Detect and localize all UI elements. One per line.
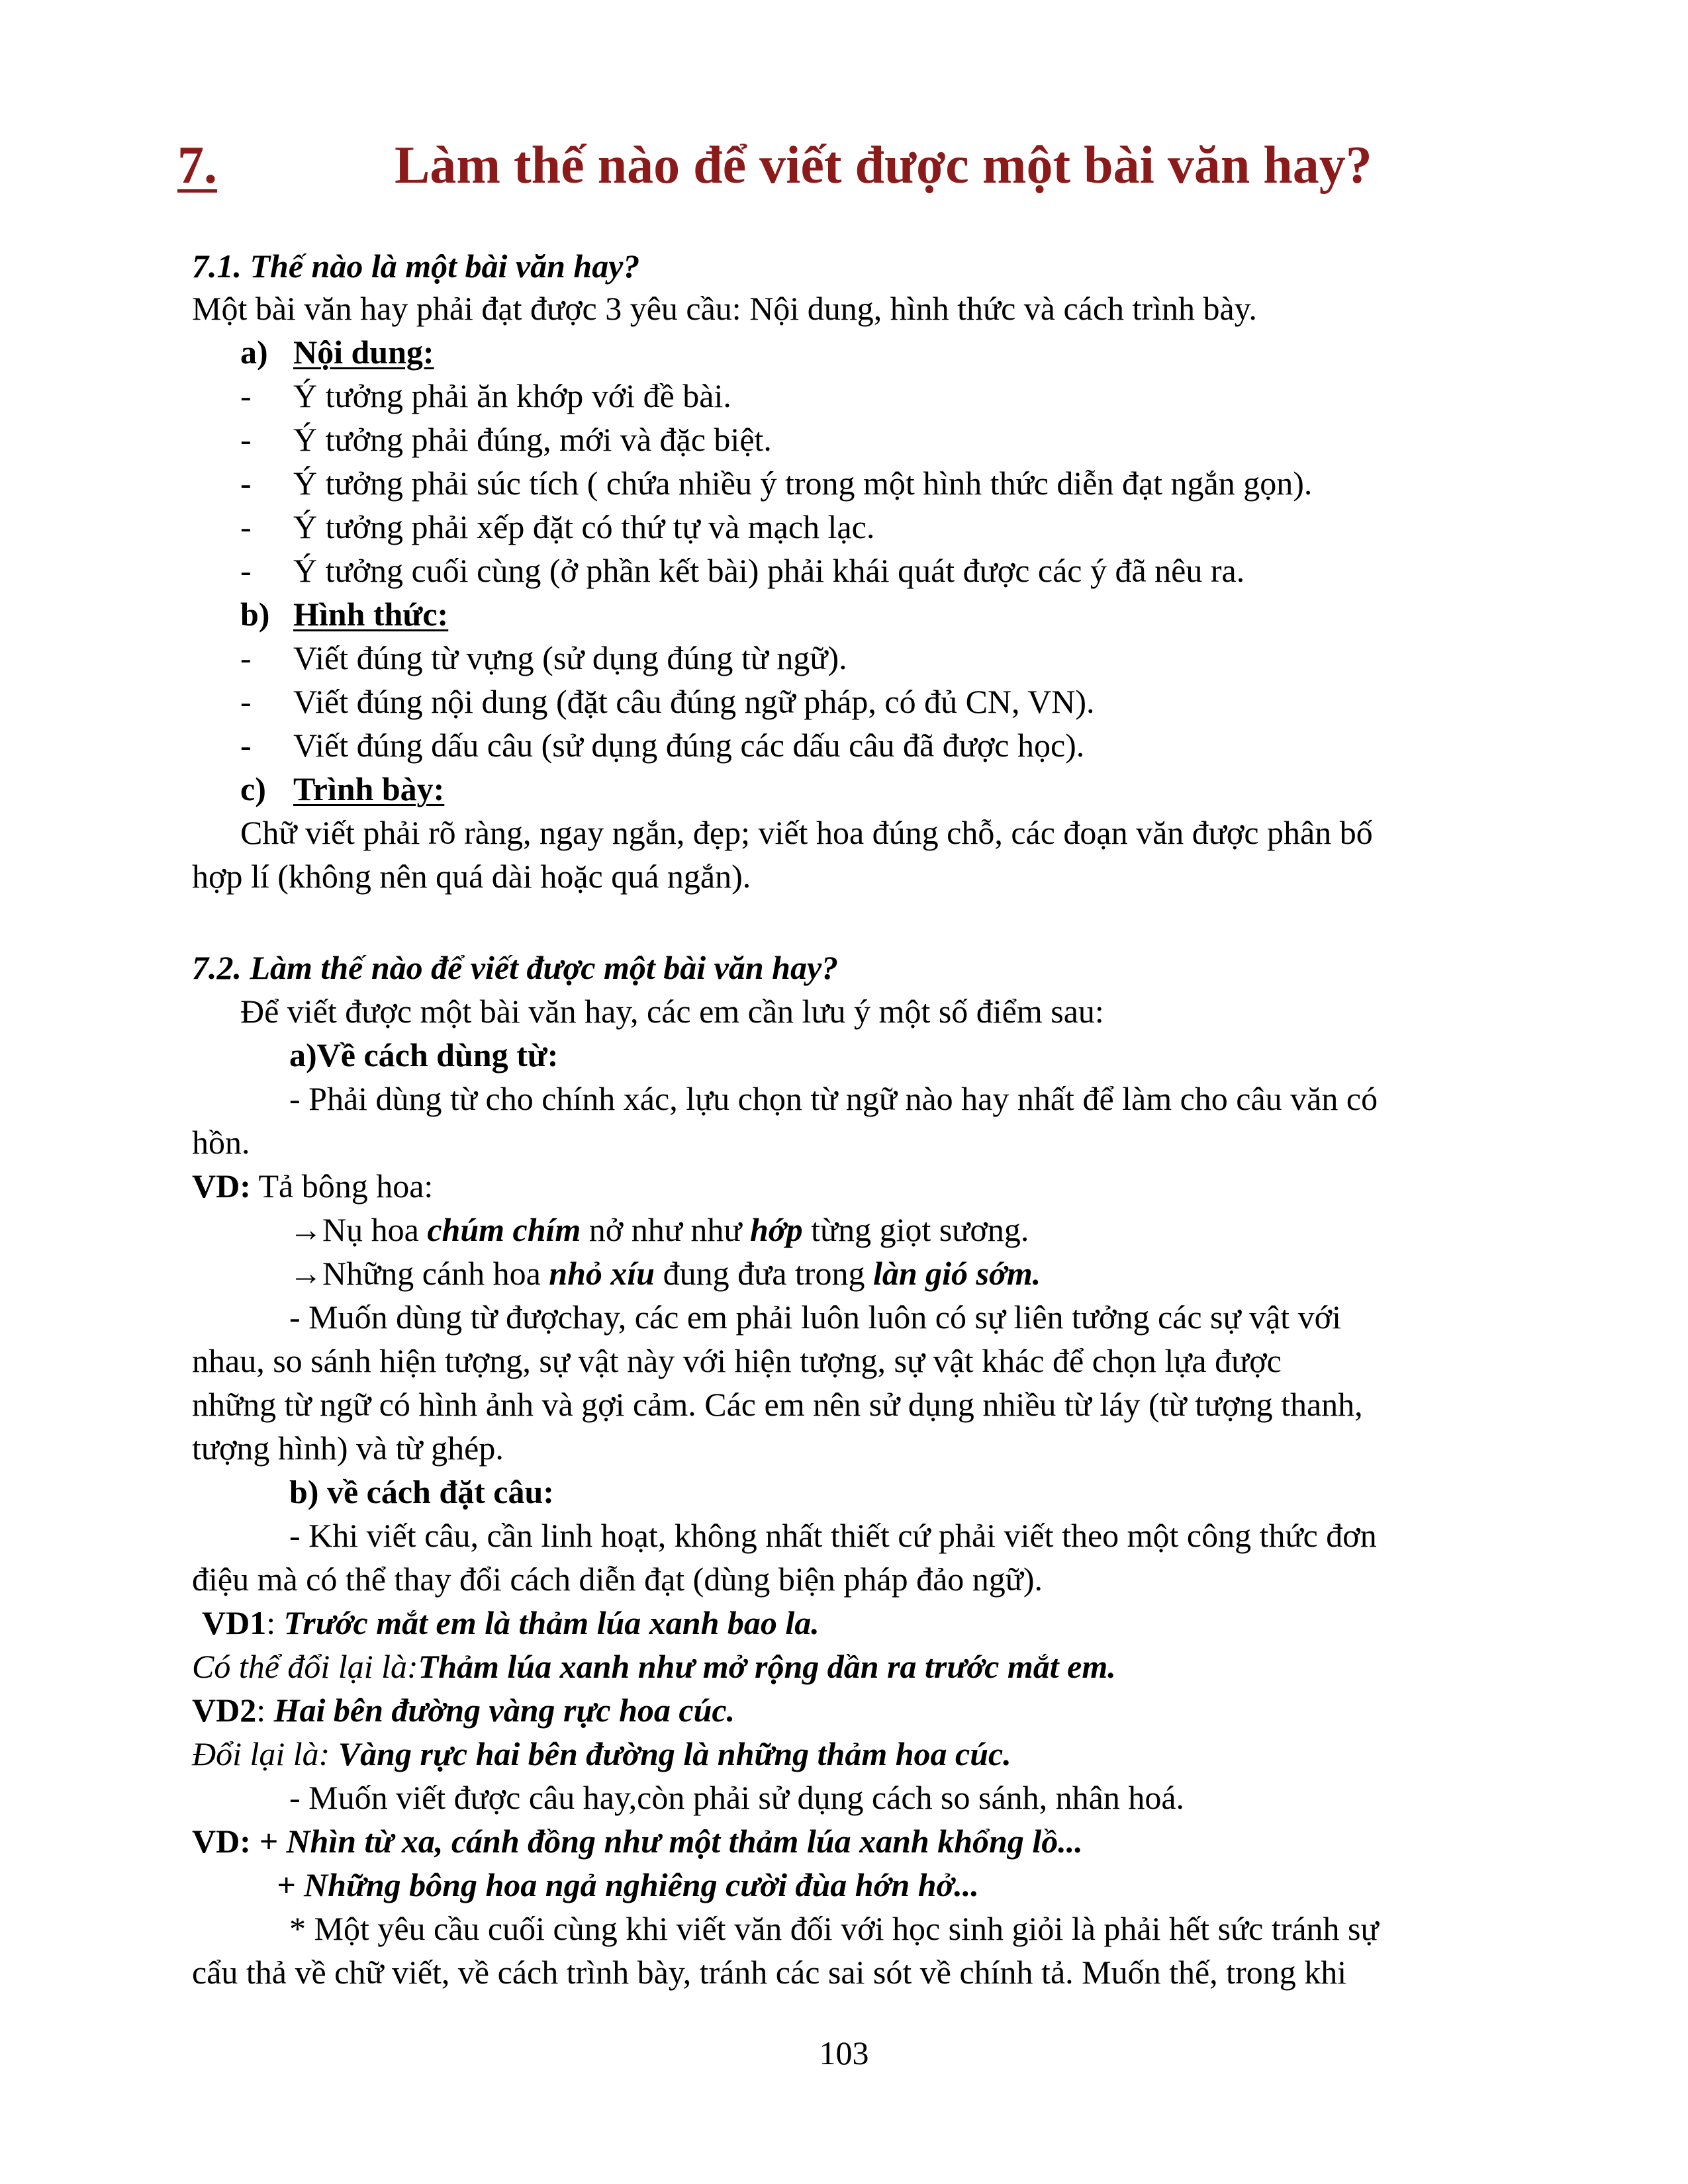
paragraph-line: - Muốn dùng từ đượchay, các em phải luôn luôn có sự liên tưởng các sự vật với — [289, 1298, 1342, 1336]
paragraph-line: nhau, so sánh hiện tượng, sự vật này với hiện tượng, sự vật khác để chọn lựa được — [192, 1342, 1282, 1379]
sub-a-label: a) — [240, 334, 268, 371]
example-line: Có thể đổi lại là:Thảm lúa xanh như mở rộng dần ra trước mắt em. — [192, 1648, 1116, 1685]
section-7-2-intro: Để viết được một bài văn hay, các em cần lưu ý một số điểm sau: — [240, 993, 1104, 1030]
section-7-2-heading: 7.2. Làm thế nào để viết được một bài văn hay? — [192, 949, 839, 986]
sub-b-title: Hình thức: — [293, 596, 449, 633]
section-7-1-heading: 7.1. Thế nào là một bài văn hay? — [192, 248, 640, 285]
sub-c-title: Trình bày: — [293, 770, 445, 807]
example-line: VD1: Trước mắt em là thảm lúa xanh bao la. — [202, 1604, 820, 1641]
arrow-icon: → — [289, 1211, 322, 1248]
paragraph-line: hồn. — [192, 1124, 250, 1161]
example-line: VD: Tả bông hoa: — [192, 1167, 434, 1205]
example-line: →Những cánh hoa nhỏ xíu đung đưa trong làn gió sớm. — [289, 1255, 1041, 1292]
page-title: Làm thế nào để viết được một bài văn hay? — [395, 136, 1372, 195]
sub-c-label: c) — [240, 770, 266, 807]
paragraph-line: Chữ viết phải rõ ràng, ngay ngắn, đẹp; viết hoa đúng chỗ, các đoạn văn được phân bố — [240, 814, 1373, 851]
paragraph-line: - Phải dùng từ cho chính xác, lựu chọn từ ngữ nào hay nhất để làm cho câu văn có — [289, 1080, 1378, 1117]
sub-b-label: b) — [240, 596, 270, 633]
sub-b-heading-2: b) về cách đặt câu: — [289, 1473, 554, 1510]
example-line: VD2: Hai bên đường vàng rực hoa cúc. — [192, 1692, 735, 1729]
paragraph-line: tượng hình) và từ ghép. — [192, 1430, 504, 1467]
sub-a-heading-2: a)Về cách dùng từ: — [289, 1036, 559, 1073]
paragraph-line: - Khi viết câu, cần linh hoạt, không nhất thiết cứ phải viết theo một công thức đơn — [289, 1517, 1377, 1554]
example-line: VD: + Nhìn từ xa, cánh đồng như một thảm lúa xanh khổng lồ... — [192, 1823, 1083, 1860]
section-7-1-intro: Một bài văn hay phải đạt được 3 yêu cầu: Nội dung, hình thức và cách trình bày. — [192, 290, 1257, 327]
page-number: 103 — [819, 2034, 869, 2071]
paragraph-line: - Muốn viết được câu hay,còn phải sử dụng cách so sánh, nhân hoá. — [289, 1779, 1185, 1816]
sub-a-title: Nội dung: — [293, 334, 434, 371]
paragraph-line: * Một yêu cầu cuối cùng khi viết văn đối với học sinh giỏi là phải hết sức tránh sự — [289, 1910, 1379, 1947]
paragraph-line: những từ ngữ có hình ảnh và gợi cảm. Các em nên sử dụng nhiều từ láy (từ tượng thanh, — [192, 1386, 1363, 1423]
document-page: 7. Làm thế nào để viết được một bài văn hay? 7.1. Thế nào là một bài văn hay? Một bài văn hay phải đạt được 3 yêu cầu: Nội dung, hình thức và cách trình bày. a) Nội dung: - Ý tưởng phải ăn khớp với đề bài. - Ý tưởng phải đúng, mới và đặc biệt. - Ý tưởng phải súc tích ( chứa nhiều ý trong một hình thức diễn đạt ngắn gọn). - Ý tưởng phải xếp đặt có thứ tự và mạch lạc. - Ý tưởng cuối cùng (ở phần kết bài) phải khái quát được các ý đã nêu ra. b) Hình thức: - Viết đúng từ vựng (sử dụng đúng từ ngữ). - Viết đúng nội dung (đặt câu đúng ngữ pháp, có đủ CN, VN). - Viết đúng dấu câu (sử dụng đúng các dấu câu đã được học). c) Trình bày: Chữ viết phải rõ ràng, ngay ngắn, đẹp; viết hoa đúng chỗ, các đoạn văn được phân bố hợp lí (không nên quá dài hoặc quá ngắn). 7.2. Làm thế nào để viết được một bài văn hay? Để viết được một bài văn hay, các em cần lưu ý một số điểm sau: a)Về cách dùng từ: - Phải dùng từ cho chính xác, lựu chọn từ ngữ nào hay nhất để làm cho câu văn có hồn. VD: Tả bông hoa: →Nụ hoa chúm chím nở như như hớp từng giọt sương. →Những cánh hoa nhỏ xíu đung đưa trong làn gió sớm. - Muốn dùng từ đượchay, các em phải luôn luôn có sự liên tưởng các sự vật với nhau, so sánh hiện tượng, sự vật này với hiện tượng, sự vật khác để chọn lựa được những từ ngữ có hình ảnh và gợi cảm. Các em nên sử dụng nhiều từ láy (từ tượng thanh, tượng hình) và từ ghép. b) về cách đặt câu: - Khi viết câu, cần linh hoạt, không nhất thiết cứ phải viết theo một công thức đơn điệu mà có thể thay đổi cách diễn đạt (dùng biện pháp đảo ngữ). VD1: Trước mắt em là thảm lúa xanh bao la. Có thể đổi lại là:Thảm lúa xanh như mở rộng dần ra trước mắt em. VD2: Hai bên đường vàng rực hoa cúc. Đổi lại là: Vàng rực hai bên đường là những thảm hoa cúc. - Muốn viết được câu hay,còn phải sử dụng cách so sánh, nhân hoá. VD: + Nhìn từ xa, cánh đồng như một thảm lúa xanh khổng lồ... + Những bông hoa ngả nghiêng cười đùa hớn hở... * Một yêu cầu cuối cùng khi viết văn đối với học sinh giỏi là phải hết sức tránh sự cẩu thả về chữ viết, về cách trình bày, tránh các sai sót về chính tả. Muốn thế, trong khi 103 — [0, 0, 1688, 2184]
paragraph-line: điệu mà có thể thay đổi cách diễn đạt (dùng biện pháp đảo ngữ). — [192, 1561, 1043, 1598]
example-line: →Nụ hoa chúm chím nở như như hớp từng giọt sương. — [289, 1211, 1029, 1248]
paragraph-line: cẩu thả về chữ viết, về cách trình bày, tránh các sai sót về chính tả. Muốn thế, trong khi — [192, 1954, 1347, 1991]
arrow-icon: → — [289, 1255, 322, 1292]
title-number: 7. — [177, 136, 217, 195]
example-line: Đổi lại là: Vàng rực hai bên đường là những thảm hoa cúc. — [192, 1735, 1011, 1772]
example-line: + Những bông hoa ngả nghiêng cười đùa hớn hở... — [277, 1866, 979, 1903]
paragraph-line: hợp lí (không nên quá dài hoặc quá ngắn). — [192, 858, 751, 895]
